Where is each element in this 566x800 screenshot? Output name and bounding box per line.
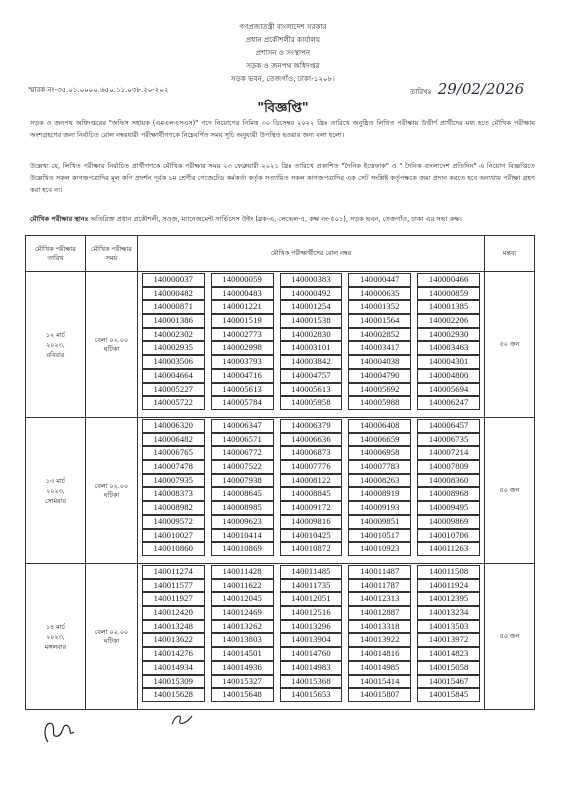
roll-number: 140001386 <box>142 314 205 328</box>
roll-number: 140012045 <box>211 592 274 606</box>
roll-number: 140007214 <box>417 446 480 460</box>
roll-number: 140004038 <box>348 355 411 369</box>
roll-number: 140015058 <box>417 661 480 675</box>
roll-number: 140006958 <box>348 446 411 460</box>
roll-number: 140008985 <box>211 501 274 515</box>
notice-paragraph-1: সড়ক ও জনপথ অধিদপ্তরের "অফিস সহায়ক (এমএলএসএস)" পদে নিয়োগের নিমিত্ত ৩০ ডিসেম্বর ২০২২ খ্রিঃ তারিখে অনুষ্ঠিত লিখিত পরীক্ষায় উত্তীর্ণ প্রার্থীদের মধ্য হতে মৌখিক পরীক্ষায় অংশগ্রহণের জন্য নির্বাচিত রোল নম্বরধারী পরীক্ষার্থীগণকে নিম্নেবর্ণিত সময় সূচি অনুযায়ী উপস্থিত হওয়ার জন্য বলা হলো। <box>30 119 535 139</box>
roll-number: 140015628 <box>142 688 205 702</box>
handwritten-date: 29/02/2026 <box>437 80 525 98</box>
roll-number: 140011508 <box>417 565 480 579</box>
roll-number: 140006659 <box>348 433 411 447</box>
roll-number: 140004790 <box>348 369 411 383</box>
roll-number: 140015845 <box>417 688 480 702</box>
header-line-department: সড়ক ও জনপথ অধিদপ্তর <box>246 61 320 70</box>
roll-number: 140009172 <box>280 501 343 515</box>
group-1-comment: ৫০ জন <box>485 272 535 418</box>
roll-number: 140015807 <box>348 688 411 702</box>
handwritten-signature-left <box>38 708 78 748</box>
roll-number: 140012313 <box>348 592 411 606</box>
roll-number: 140005722 <box>142 396 205 410</box>
roll-number: 140002930 <box>417 328 480 342</box>
venue-text: অতিরিক্ত প্রধান প্রকৌশলী, সওজ, ম্যানেজমেন্ট সার্ভিসেস উইং (ব্লক-এ, লেভেল-৫, কক্ষ নং-৫০১), সড়ক ভবন, তেজগাঁও, ঢাকা এর সভা কক্ষ। <box>88 215 462 223</box>
group-2-time: বেলা ০২.০০ ঘটিকা <box>85 418 137 564</box>
roll-number: 140012887 <box>348 606 411 620</box>
roll-number: 140013262 <box>211 620 274 634</box>
roll-number: 140000483 <box>211 287 274 301</box>
roll-number: 140013922 <box>348 633 411 647</box>
roll-number: 140010923 <box>348 542 411 556</box>
roll-number: 140008845 <box>280 487 343 501</box>
roll-number: 140008263 <box>348 474 411 488</box>
roll-number: 140005694 <box>417 383 480 397</box>
roll-number: 140008645 <box>211 487 274 501</box>
roll-number: 140002935 <box>142 341 205 355</box>
roll-number: 140004800 <box>417 369 480 383</box>
roll-number: 140014936 <box>211 661 274 675</box>
memo-date <box>410 80 524 98</box>
roll-number: 140009623 <box>211 515 274 529</box>
roll-number: 140000059 <box>211 273 274 287</box>
roll-number: 140006457 <box>417 419 480 433</box>
roll-number: 140008373 <box>142 487 205 501</box>
roll-number: 140014985 <box>348 661 411 675</box>
roll-number: 140006772 <box>211 446 274 460</box>
roll-number: 140010860 <box>142 542 205 556</box>
roll-number: 140000037 <box>142 273 205 287</box>
roll-number: 140011485 <box>280 565 343 579</box>
roll-number: 140006408 <box>348 419 411 433</box>
header-line-section: প্রশাসন ও সংস্থাপন <box>255 48 311 57</box>
header-rolls: মৌখিক পরীক্ষার্থীদের রোল নম্বর <box>137 236 484 272</box>
roll-number: 140014983 <box>280 661 343 675</box>
group-1-time: বেলা ০২.০০ ঘটিকা <box>85 272 137 418</box>
roll-number: 140006735 <box>417 433 480 447</box>
roll-number: 140004757 <box>280 369 343 383</box>
roll-number: 140005613 <box>280 383 343 397</box>
group-3-comment: ৫০ জন <box>485 564 535 710</box>
roll-number: 140012051 <box>280 592 343 606</box>
roll-number: 140015414 <box>348 675 411 689</box>
roll-number: 140013248 <box>142 620 205 634</box>
roll-number: 140001385 <box>417 300 480 314</box>
table-row-group-3 <box>26 564 535 710</box>
roll-number: 140009495 <box>417 501 480 515</box>
roll-number: 140010425 <box>280 529 343 543</box>
roll-number: 140006636 <box>280 433 343 447</box>
roll-number: 140006482 <box>142 433 205 447</box>
roll-number: 140007478 <box>142 460 205 474</box>
roll-number: 140007809 <box>417 460 480 474</box>
roll-number: 140013234 <box>417 606 480 620</box>
venue-label: মৌখিক পরীক্ষার স্থানঃ <box>30 215 89 223</box>
roll-number: 140000383 <box>280 273 343 287</box>
roll-number: 140000482 <box>142 287 205 301</box>
roll-number: 140001538 <box>280 314 343 328</box>
roll-number: 140006873 <box>280 446 343 460</box>
viva-schedule-table <box>25 235 535 710</box>
roll-number: 140002998 <box>211 341 274 355</box>
roll-number: 140015327 <box>211 675 274 689</box>
header-line-office: প্রধান প্রকৌশলীর কার্যালয় <box>245 35 321 44</box>
roll-number: 140013803 <box>211 633 274 647</box>
notice-paragraph-2: উল্লেখ্য যে, লিখিত পরীক্ষায় নির্বাচিত প্রার্থীগণকে মৌখিক পরীক্ষার সময় ২৩ ফেব্রুয়ারী ২০২১ খ্রিঃ তারিখে প্রকাশিত "দৈনিক ইত্তেফাক" ও " দৈনিক বাংলাদেশ প্রতিদিন" এ নিয়োগ বিজ্ঞপ্তিতে উল্লেখিত সকল কাগজপত্রাদির মূল কপি প্রদর্শন পূর্বক ১ম শ্রেণীর গেজেটেড কর্মকর্তা কর্তৃক সত্যায়িত সকল কাগজপত্রাদির এক সেট সংশ্লিষ্ট কর্তৃপক্ষকে জমা প্রদান করতে হবে অন্যথায় পরীক্ষা গ্রহণ করা হবে না। <box>30 162 535 194</box>
roll-number: 140006320 <box>142 419 205 433</box>
roll-number: 140013972 <box>417 633 480 647</box>
roll-number: 140001254 <box>280 300 343 314</box>
roll-number: 140007783 <box>348 460 411 474</box>
roll-number: 140009193 <box>348 501 411 515</box>
roll-number: 140008360 <box>417 474 480 488</box>
roll-number: 140012395 <box>417 592 480 606</box>
roll-number: 140011487 <box>348 565 411 579</box>
roll-number: 140013904 <box>280 633 343 647</box>
roll-number: 140007522 <box>211 460 274 474</box>
roll-number: 140014501 <box>211 647 274 661</box>
roll-number: 140003842 <box>280 355 343 369</box>
roll-number: 140009869 <box>417 515 480 529</box>
roll-number: 140006571 <box>211 433 274 447</box>
handwritten-signature-mark <box>168 710 196 730</box>
roll-number: 140007935 <box>142 474 205 488</box>
table-header-row <box>26 236 535 272</box>
header-line-address: সড়ক ভবন, তেজগাঁও, ঢাকা-১২০৮। <box>231 74 335 83</box>
roll-number: 140003506 <box>142 355 205 369</box>
roll-number: 140001221 <box>211 300 274 314</box>
roll-number: 140005958 <box>280 396 343 410</box>
roll-number: 140012469 <box>211 606 274 620</box>
roll-number: 140004301 <box>417 355 480 369</box>
group-2-comment: ৫০ জন <box>485 418 535 564</box>
roll-number: 140011924 <box>417 579 480 593</box>
group-3-time: বেলা ০২.০০ ঘটিকা <box>85 564 137 710</box>
header-time: মৌখিক পরীক্ষার সময় <box>85 236 137 272</box>
notice-title: "বিজ্ঞপ্তি" <box>257 101 309 116</box>
roll-number: 140004664 <box>142 369 205 383</box>
roll-number: 140002206 <box>417 314 480 328</box>
roll-number: 140005227 <box>142 383 205 397</box>
roll-number: 140015653 <box>280 688 343 702</box>
roll-number: 140011263 <box>417 542 480 556</box>
roll-number: 140011622 <box>211 579 274 593</box>
roll-number: 140005988 <box>348 396 411 410</box>
roll-number: 140008919 <box>348 487 411 501</box>
header-date: মৌখিক পরীক্ষার তারিখ <box>26 236 86 272</box>
roll-number: 140007938 <box>211 474 274 488</box>
roll-number: 140003417 <box>348 341 411 355</box>
roll-number: 140002852 <box>348 328 411 342</box>
roll-number: 140015368 <box>280 675 343 689</box>
roll-number: 140014760 <box>280 647 343 661</box>
roll-number: 140003463 <box>417 341 480 355</box>
roll-number: 140001564 <box>348 314 411 328</box>
roll-number: 140013503 <box>417 620 480 634</box>
table-row-group-1 <box>26 272 535 418</box>
roll-number: 140014276 <box>142 647 205 661</box>
group-1-date: ১২ মার্চ ২০২৩, রবিবার <box>26 272 86 418</box>
roll-number: 140014934 <box>142 661 205 675</box>
roll-number: 140000635 <box>348 287 411 301</box>
roll-number: 140012516 <box>280 606 343 620</box>
roll-number: 140000871 <box>142 300 205 314</box>
roll-number: 140015648 <box>211 688 274 702</box>
roll-number: 140000859 <box>417 287 480 301</box>
roll-number: 140008982 <box>142 501 205 515</box>
roll-number: 140000492 <box>280 287 343 301</box>
roll-number: 140002302 <box>142 328 205 342</box>
roll-number: 140011787 <box>348 579 411 593</box>
roll-number: 140014823 <box>417 647 480 661</box>
roll-number: 140011428 <box>211 565 274 579</box>
header-comment: মন্তব্য <box>485 236 535 272</box>
roll-number: 140013296 <box>280 620 343 634</box>
roll-number: 140005692 <box>348 383 411 397</box>
group-3-rolls <box>137 564 484 710</box>
roll-number: 140005784 <box>211 396 274 410</box>
roll-number: 140004716 <box>211 369 274 383</box>
table-row-group-2 <box>26 418 535 564</box>
roll-number: 140001519 <box>211 314 274 328</box>
roll-number: 140010027 <box>142 529 205 543</box>
roll-number: 140006347 <box>211 419 274 433</box>
roll-number: 140010706 <box>417 529 480 543</box>
roll-number: 140001352 <box>348 300 411 314</box>
roll-number: 140007776 <box>280 460 343 474</box>
roll-number: 140006247 <box>417 396 480 410</box>
roll-number: 140015467 <box>417 675 480 689</box>
roll-number: 140010872 <box>280 542 343 556</box>
roll-number: 140000447 <box>348 273 411 287</box>
roll-number: 140011274 <box>142 565 205 579</box>
roll-number: 140009816 <box>280 515 343 529</box>
header-line-government: গণপ্রজাতন্ত্রী বাংলাদেশ সরকার <box>239 22 327 31</box>
group-2-rolls <box>137 418 484 564</box>
roll-number: 140000466 <box>417 273 480 287</box>
roll-number: 140015309 <box>142 675 205 689</box>
roll-number: 140008122 <box>280 474 343 488</box>
roll-number: 140005613 <box>211 383 274 397</box>
group-3-date: ১৪ মার্চ ২০২৩, মঙ্গলবার <box>26 564 86 710</box>
roll-number: 140003101 <box>280 341 343 355</box>
date-label: তারিখঃ <box>410 88 432 96</box>
group-2-date: ১৩ মার্চ ২০২৩, সোমবার <box>26 418 86 564</box>
roll-number: 140011577 <box>142 579 205 593</box>
office-header <box>0 20 566 85</box>
roll-number: 140010517 <box>348 529 411 543</box>
roll-number: 140009572 <box>142 515 205 529</box>
roll-number: 140012420 <box>142 606 205 620</box>
roll-number: 140010414 <box>211 529 274 543</box>
roll-number: 140011927 <box>142 592 205 606</box>
roll-number: 140011735 <box>280 579 343 593</box>
roll-number: 140013318 <box>348 620 411 634</box>
roll-number: 140013622 <box>142 633 205 647</box>
roll-number: 140002830 <box>280 328 343 342</box>
roll-number: 140006379 <box>280 419 343 433</box>
roll-number: 140014816 <box>348 647 411 661</box>
group-1-rolls <box>137 272 484 418</box>
roll-number: 140008968 <box>417 487 480 501</box>
roll-number: 140003793 <box>211 355 274 369</box>
memo-number: স্মারক নং-৩৫.০১.০০০০.৬৫০.১১.০৩৮.২০-২০২ <box>28 86 169 94</box>
roll-number: 140009851 <box>348 515 411 529</box>
roll-number: 140010869 <box>211 542 274 556</box>
notice-paragraph-venue <box>30 213 535 225</box>
roll-number: 140002773 <box>211 328 274 342</box>
roll-number: 140006765 <box>142 446 205 460</box>
